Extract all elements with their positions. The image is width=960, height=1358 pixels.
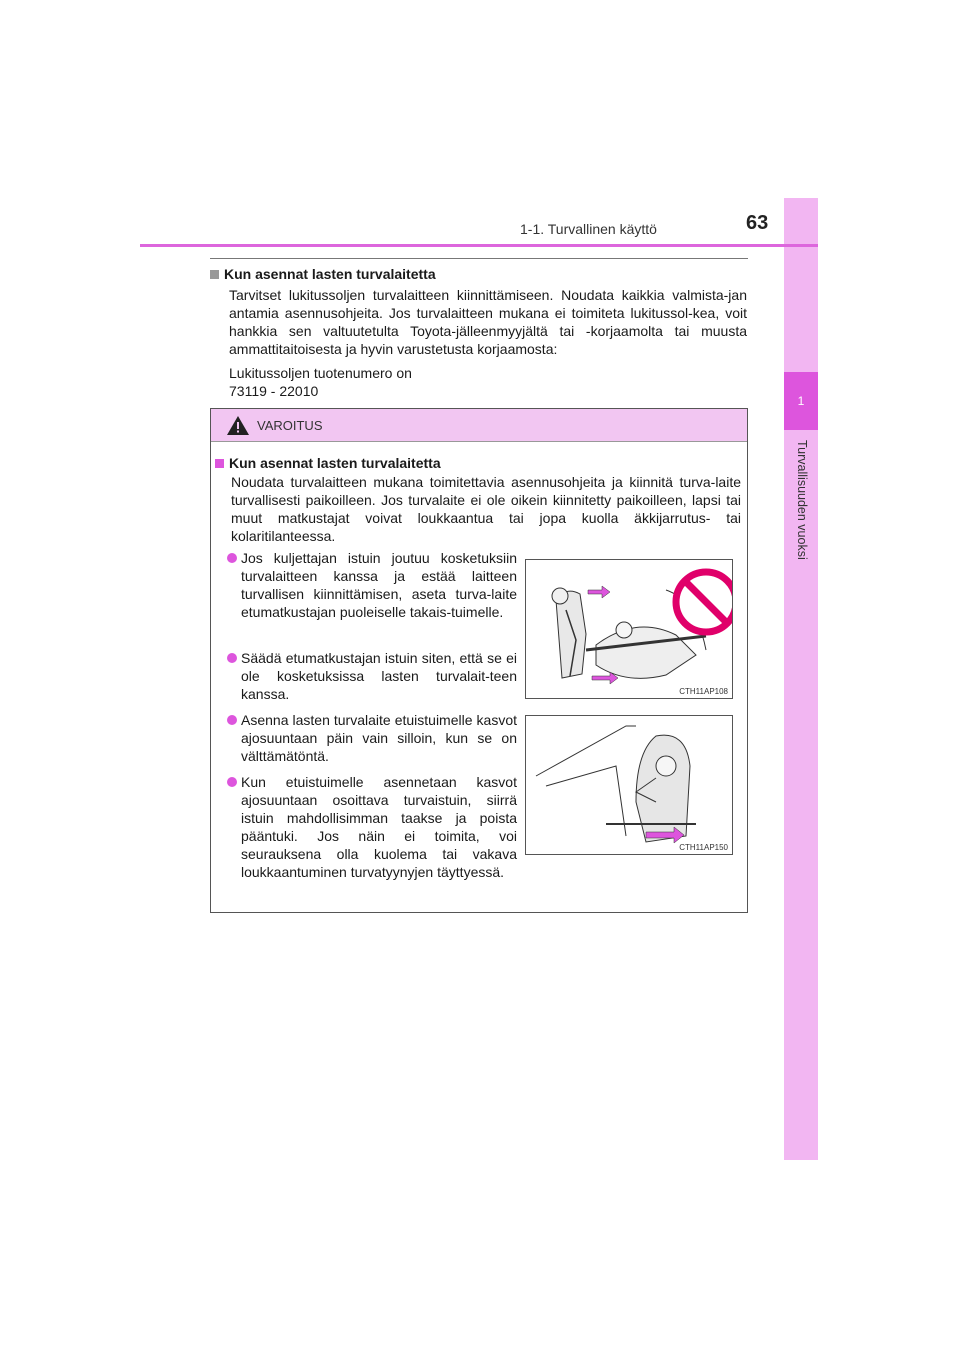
illustration-code: CTH11AP150 [679, 843, 728, 852]
square-bullet-icon [215, 459, 224, 468]
warning-label: VAROITUS [257, 418, 323, 433]
section-heading: Kun asennat lasten turvalaitetta [210, 266, 436, 282]
section-title: 1-1. Turvallinen käyttö [520, 221, 657, 237]
bullet-dot-icon [227, 653, 237, 663]
list-item: Kun etuistuimelle asennetaan kasvot ajosuuntaan osoittava turvaistuin, siirrä istuin mahdollisimman taakse ja poista pääntuki. Jos näin ei toimita, voi seurauksena olla kuolema tai vakava loukkaantuminen turvatyynyjen täyttyessä. [225, 773, 517, 881]
square-bullet-icon [210, 270, 219, 279]
warning-box [210, 408, 748, 913]
illustration-code: CTH11AP108 [679, 687, 728, 696]
car-seat-illustration [526, 560, 732, 698]
page-number: 63 [746, 212, 769, 234]
warning-body: Noudata turvalaitteen mukana toimitettavia asennusohjeita ja kiinnitä turva-laite turvallisesti paikoilleen. Jos turvalaite ei ole oikein kiinnitetty paikoilleen, lapsi tai muut matkustajat voivat loukkaantua tai jopa kuolla äkkijarrutus- tai kolaritilanteessa. [231, 474, 741, 544]
warning-header [211, 409, 747, 442]
list-item: Jos kuljettajan istuin joutuu kosketuksiin turvalaitteen kanssa ja estää laitteen turvallisen kiinnittämisen, aseta turva-laite etumatkustajan puoleiselle takais-tuimelle. [225, 549, 517, 621]
list-item: Asenna lasten turvalaite etuistuimelle kasvot ajosuuntaan päin vain silloin, kun se on välttämätöntä. [225, 711, 517, 765]
chapter-title-tab [784, 440, 818, 640]
part-number-label: Lukitussoljen tuotenumero on [229, 365, 412, 381]
car-seat-illustration [526, 716, 732, 854]
warning-heading: Kun asennat lasten turvalaitetta [215, 455, 441, 471]
list-item: Säädä etumatkustajan istuin siten, että se ei ole kosketuksissa lasten turvalait-teen kanssa. [225, 649, 517, 703]
section-rule [210, 258, 748, 259]
illustration-front-seat [525, 715, 733, 855]
header-divider [140, 244, 818, 247]
bullet-dot-icon [227, 553, 237, 563]
chapter-title: Turvallisuuden vuoksi [795, 440, 809, 560]
bullet-dot-icon [227, 715, 237, 725]
section-body: Tarvitset lukitussoljen turvalaitteen kiinnittämiseen. Noudata kaikkia valmista-jan antamia asennusohjeita. Jos turvalaitteen mukana ei toimiteta lukitussol-kea, voit hankkia sen valtuutetulta Toyota-jälleenmyyjältä tai -korjaamolta tai muusta ammattitaitoisesta ja hyvin varustetusta korjaamosta: [229, 287, 747, 357]
bullet-dot-icon [227, 777, 237, 787]
chapter-number-tab[interactable]: 1 [784, 372, 818, 430]
side-tab [784, 198, 818, 1160]
warning-triangle-icon [227, 416, 249, 435]
illustration-child-seat-rear [525, 559, 733, 699]
part-number: 73119 - 22010 [229, 383, 319, 399]
